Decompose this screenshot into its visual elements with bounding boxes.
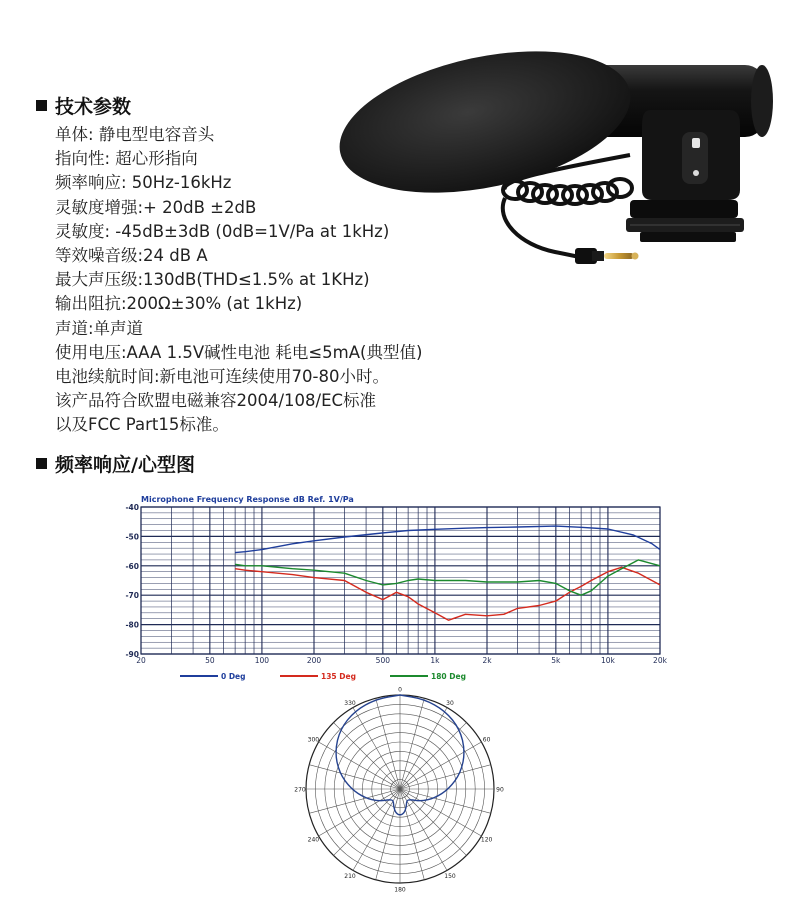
square-bullet-icon [36,100,47,111]
square-bullet-icon [36,458,47,469]
chart-title: Microphone Frequency Response [141,495,290,504]
polar-grid [306,695,494,883]
x-tick-label: 50 [205,656,215,665]
x-tick-label: 200 [306,656,322,665]
spec-line: 灵敏度增强:+ 20dB ±2dB [55,197,257,217]
frequency-response-heading-text: 频率响应/心型图 [55,454,195,476]
spec-line: 使用电压:AAA 1.5V碱性电池 耗电≤5mA(典型值) [55,342,423,362]
polar-pattern-chart [290,686,510,896]
spec-line: 该产品符合欧盟电磁兼容2004/108/EC标准 [55,391,377,411]
legend-label: 0 Deg [221,672,246,681]
chart-legend [180,672,466,681]
chart-subtitle: dB Ref. 1V/Pa [293,495,354,504]
x-tick-label: 100 [254,656,270,665]
plot-area [141,507,660,654]
spec-line: 以及FCC Part15标准。 [55,415,229,435]
microphone-image [330,40,790,300]
polar-angle-label: 90 [496,786,504,794]
polar-angle-label: 270 [294,786,306,794]
spec-line: 等效噪音级:24 dB A [55,246,208,266]
spec-line: 输出阻抗:200Ω±30% (at 1kHz) [55,294,303,314]
spec-line: 指向性: 超心形指向 [55,149,198,169]
foam-windscreen [330,40,643,216]
polar-angle-label: 300 [307,736,320,744]
y-tick-label: -60 [125,561,139,571]
y-tick-label: -40 [125,503,139,512]
specs-heading [36,92,131,119]
y-tick-label: -50 [125,532,139,542]
spec-line: 灵敏度: -45dB±3dB (0dB=1V/Pa at 1kHz) [55,221,390,241]
chart-grid [141,507,660,654]
spec-line: 声道:单声道 [55,318,144,338]
x-tick-label: 2k [482,656,492,665]
specs-heading-text: 技术参数 [55,96,132,118]
polar-angle-label: 180 [394,886,406,894]
x-tick-label: 1k [430,656,440,665]
polar-angle-label: 120 [480,836,493,844]
spec-line: 电池续航时间:新电池可连续使用70-80小时。 [55,367,390,387]
polar-angle-label: 150 [444,873,456,881]
y-tick-label: -70 [125,591,139,601]
polar-angle-label: 30 [446,699,454,707]
frequency-response-heading [36,450,195,477]
y-tick-label: -80 [125,620,139,630]
mic-mount [626,110,744,242]
x-tick-label: 10k [600,656,615,665]
x-tick-label: 20 [136,656,146,665]
x-tick-label: 500 [375,656,391,665]
legend-label: 135 Deg [321,672,356,681]
x-tick-label: 20k [653,656,667,665]
audio-jack [575,248,639,264]
spec-line: 最大声压级:130dB(THD≤1.5% at 1KHz) [55,270,370,290]
polar-angle-label: 60 [482,736,491,744]
x-tick-label: 5k [551,656,561,665]
spec-line: 频率响应: 50Hz-16kHz [55,173,232,193]
polar-angle-label: 240 [307,836,320,844]
polar-angle-label: 210 [344,873,356,881]
y-tick-label: -90 [125,650,139,659]
spec-line: 单体: 静电型电容音头 [55,125,215,144]
frequency-response-chart [125,494,670,688]
polar-angle-label: 330 [344,699,356,707]
legend-label: 180 Deg [431,672,466,681]
polar-angle-label: 0 [398,686,402,694]
